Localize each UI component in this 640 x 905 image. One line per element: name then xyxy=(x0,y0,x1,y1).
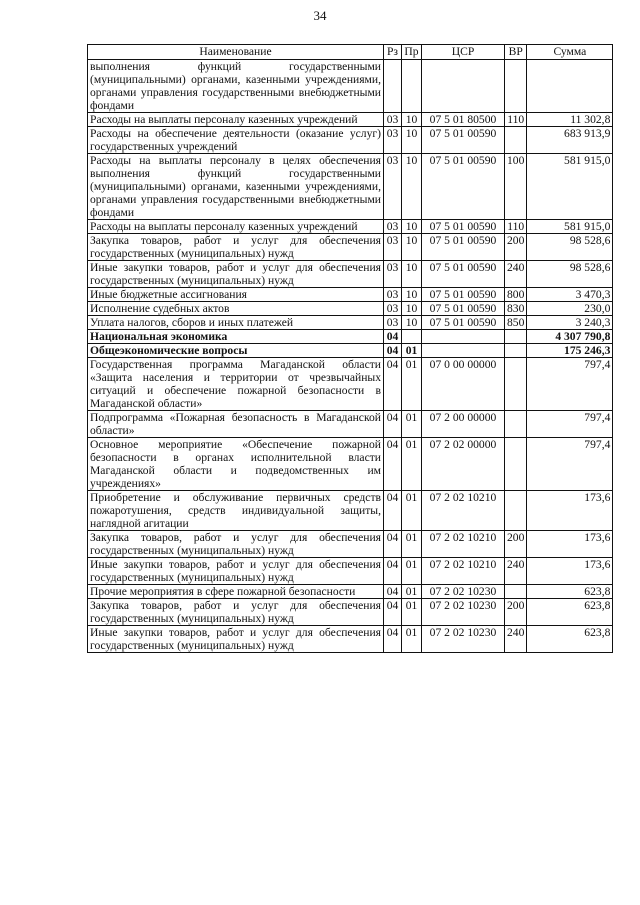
table-row xyxy=(88,220,613,234)
cell-csr: 07 5 01 00590 xyxy=(422,288,505,302)
cell-rz: 04 xyxy=(384,585,402,599)
cell-sum: 623,8 xyxy=(527,599,613,626)
cell-vr: 800 xyxy=(505,288,527,302)
cell-csr: 07 5 01 00590 xyxy=(422,234,505,261)
cell-rz: 03 xyxy=(384,127,402,154)
budget-table xyxy=(87,44,613,653)
cell-name: Иные бюджетные ассигнования xyxy=(88,288,384,302)
cell-name: Общеэкономические вопросы xyxy=(88,344,384,358)
cell-vr: 850 xyxy=(505,316,527,330)
cell-csr: 07 0 00 00000 xyxy=(422,358,505,411)
cell-pr: 01 xyxy=(402,344,422,358)
cell-pr: 10 xyxy=(402,113,422,127)
cell-pr xyxy=(402,60,422,113)
cell-pr: 01 xyxy=(402,358,422,411)
table-row xyxy=(88,411,613,438)
cell-rz: 04 xyxy=(384,599,402,626)
table-row xyxy=(88,330,613,344)
table-row xyxy=(88,585,613,599)
cell-sum: 797,4 xyxy=(527,411,613,438)
cell-sum: 11 302,8 xyxy=(527,113,613,127)
cell-rz: 03 xyxy=(384,234,402,261)
cell-pr: 01 xyxy=(402,411,422,438)
cell-rz: 03 xyxy=(384,154,402,220)
table-row xyxy=(88,234,613,261)
cell-vr xyxy=(505,358,527,411)
table-row xyxy=(88,626,613,653)
table-row xyxy=(88,438,613,491)
cell-vr xyxy=(505,344,527,358)
cell-csr: 07 2 02 10210 xyxy=(422,491,505,531)
page-number: 34 xyxy=(313,8,327,23)
cell-rz: 04 xyxy=(384,411,402,438)
cell-vr: 200 xyxy=(505,234,527,261)
cell-csr: 07 2 02 10230 xyxy=(422,626,505,653)
cell-pr: 01 xyxy=(402,438,422,491)
cell-vr: 200 xyxy=(505,531,527,558)
cell-rz: 03 xyxy=(384,261,402,288)
cell-rz: 03 xyxy=(384,113,402,127)
cell-csr: 07 2 02 00000 xyxy=(422,438,505,491)
cell-vr xyxy=(505,330,527,344)
cell-sum: 230,0 xyxy=(527,302,613,316)
cell-vr: 200 xyxy=(505,599,527,626)
cell-rz: 04 xyxy=(384,438,402,491)
cell-pr: 01 xyxy=(402,491,422,531)
cell-name: Иные закупки товаров, работ и услуг для обеспечения государственных (муниципальных) нужд xyxy=(88,261,384,288)
header-pr: Пр xyxy=(402,45,422,60)
cell-pr: 10 xyxy=(402,288,422,302)
cell-csr: 07 5 01 00590 xyxy=(422,261,505,288)
cell-name: Расходы на обеспечение деятельности (оказание услуг) государственных учреждений xyxy=(88,127,384,154)
cell-pr: 01 xyxy=(402,558,422,585)
table-row xyxy=(88,531,613,558)
cell-pr: 10 xyxy=(402,234,422,261)
cell-pr: 10 xyxy=(402,154,422,220)
cell-vr xyxy=(505,60,527,113)
cell-pr: 10 xyxy=(402,302,422,316)
cell-sum: 173,6 xyxy=(527,531,613,558)
cell-rz: 04 xyxy=(384,558,402,585)
cell-sum xyxy=(527,60,613,113)
cell-name: Расходы на выплаты персоналу казенных учреждений xyxy=(88,113,384,127)
header-rz: Рз xyxy=(384,45,402,60)
cell-csr xyxy=(422,60,505,113)
cell-rz: 04 xyxy=(384,344,402,358)
cell-name: Прочие мероприятия в сфере пожарной безопасности xyxy=(88,585,384,599)
cell-name: Основное мероприятие «Обеспечение пожарной безопасности в органах исполнительной власти Магаданской области и подведомственных им учреждениях» xyxy=(88,438,384,491)
cell-rz: 04 xyxy=(384,358,402,411)
table-row xyxy=(88,302,613,316)
cell-sum: 797,4 xyxy=(527,438,613,491)
cell-name: Приобретение и обслуживание первичных средств пожаротушения, средств индивидуальной защиты, наглядной агитации xyxy=(88,491,384,531)
cell-pr: 10 xyxy=(402,316,422,330)
cell-csr: 07 5 01 00590 xyxy=(422,316,505,330)
cell-pr xyxy=(402,330,422,344)
table-row xyxy=(88,127,613,154)
cell-sum: 173,6 xyxy=(527,558,613,585)
cell-sum: 173,6 xyxy=(527,491,613,531)
cell-name: Государственная программа Магаданской области «Защита населения и территории от чрезвычайных ситуаций и обеспечение пожарной безопасности в Магаданской области» xyxy=(88,358,384,411)
cell-sum: 581 915,0 xyxy=(527,220,613,234)
table-row xyxy=(88,491,613,531)
table-row xyxy=(88,599,613,626)
header-vr: ВР xyxy=(505,45,527,60)
cell-vr xyxy=(505,411,527,438)
header-sum: Сумма xyxy=(527,45,613,60)
cell-vr: 240 xyxy=(505,626,527,653)
cell-csr: 07 5 01 00590 xyxy=(422,302,505,316)
table-row xyxy=(88,358,613,411)
cell-vr xyxy=(505,127,527,154)
table-row xyxy=(88,288,613,302)
cell-rz: 04 xyxy=(384,531,402,558)
cell-csr: 07 5 01 00590 xyxy=(422,220,505,234)
cell-pr: 01 xyxy=(402,585,422,599)
cell-csr: 07 2 02 10210 xyxy=(422,531,505,558)
cell-csr: 07 2 02 10230 xyxy=(422,585,505,599)
cell-vr xyxy=(505,438,527,491)
cell-name: Исполнение судебных актов xyxy=(88,302,384,316)
cell-pr: 01 xyxy=(402,626,422,653)
cell-csr: 07 5 01 00590 xyxy=(422,154,505,220)
header-name: Наименование xyxy=(88,45,384,60)
cell-name: Закупка товаров, работ и услуг для обеспечения государственных (муниципальных) нужд xyxy=(88,234,384,261)
cell-sum: 797,4 xyxy=(527,358,613,411)
cell-rz: 03 xyxy=(384,302,402,316)
table-row xyxy=(88,60,613,113)
header-csr: ЦСР xyxy=(422,45,505,60)
cell-sum: 3 470,3 xyxy=(527,288,613,302)
cell-rz xyxy=(384,60,402,113)
cell-rz: 04 xyxy=(384,491,402,531)
cell-sum: 683 913,9 xyxy=(527,127,613,154)
table-header-row xyxy=(88,45,613,60)
cell-vr: 240 xyxy=(505,261,527,288)
cell-name: Расходы на выплаты персоналу казенных учреждений xyxy=(88,220,384,234)
cell-vr xyxy=(505,585,527,599)
cell-csr: 07 2 02 10210 xyxy=(422,558,505,585)
cell-csr: 07 5 01 80500 xyxy=(422,113,505,127)
cell-pr: 01 xyxy=(402,599,422,626)
cell-sum: 4 307 790,8 xyxy=(527,330,613,344)
cell-name: Расходы на выплаты персоналу в целях обеспечения выполнения функций государственными (муниципальными) органами, казенными учреждениями, органами управления государственными внебюджетными фондами xyxy=(88,154,384,220)
cell-csr xyxy=(422,344,505,358)
cell-sum: 3 240,3 xyxy=(527,316,613,330)
cell-csr: 07 2 00 00000 xyxy=(422,411,505,438)
cell-vr xyxy=(505,491,527,531)
cell-name: Национальная экономика xyxy=(88,330,384,344)
cell-pr: 01 xyxy=(402,531,422,558)
cell-vr: 110 xyxy=(505,113,527,127)
cell-name: Закупка товаров, работ и услуг для обеспечения государственных (муниципальных) нужд xyxy=(88,531,384,558)
cell-pr: 10 xyxy=(402,220,422,234)
cell-sum: 623,8 xyxy=(527,585,613,599)
cell-pr: 10 xyxy=(402,261,422,288)
cell-name: Закупка товаров, работ и услуг для обеспечения государственных (муниципальных) нужд xyxy=(88,599,384,626)
cell-sum: 581 915,0 xyxy=(527,154,613,220)
cell-vr: 100 xyxy=(505,154,527,220)
cell-csr xyxy=(422,330,505,344)
cell-vr: 240 xyxy=(505,558,527,585)
table-row xyxy=(88,261,613,288)
table-row xyxy=(88,113,613,127)
cell-rz: 03 xyxy=(384,220,402,234)
cell-vr: 110 xyxy=(505,220,527,234)
table-row xyxy=(88,154,613,220)
table-row xyxy=(88,344,613,358)
cell-name: Уплата налогов, сборов и иных платежей xyxy=(88,316,384,330)
cell-csr: 07 5 01 00590 xyxy=(422,127,505,154)
cell-sum: 623,8 xyxy=(527,626,613,653)
cell-rz: 03 xyxy=(384,288,402,302)
cell-pr: 10 xyxy=(402,127,422,154)
table-row xyxy=(88,558,613,585)
cell-sum: 98 528,6 xyxy=(527,261,613,288)
cell-vr: 830 xyxy=(505,302,527,316)
cell-rz: 04 xyxy=(384,330,402,344)
cell-name: Подпрограмма «Пожарная безопасность в Магаданской области» xyxy=(88,411,384,438)
table-row xyxy=(88,316,613,330)
cell-csr: 07 2 02 10230 xyxy=(422,599,505,626)
cell-sum: 175 246,3 xyxy=(527,344,613,358)
cell-rz: 03 xyxy=(384,316,402,330)
cell-sum: 98 528,6 xyxy=(527,234,613,261)
cell-name: выполнения функций государственными (муниципальными) органами, казенными учреждениями, органами управления государственными внебюджетными фондами xyxy=(88,60,384,113)
cell-rz: 04 xyxy=(384,626,402,653)
cell-name: Иные закупки товаров, работ и услуг для обеспечения государственных (муниципальных) нужд xyxy=(88,626,384,653)
cell-name: Иные закупки товаров, работ и услуг для обеспечения государственных (муниципальных) нужд xyxy=(88,558,384,585)
